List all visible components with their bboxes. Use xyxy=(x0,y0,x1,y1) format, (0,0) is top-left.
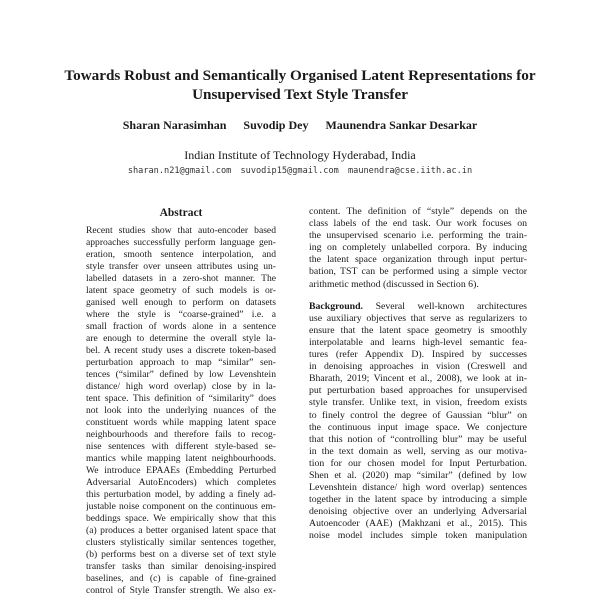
intro-line: arithmetic method (discussed in Section 6). xyxy=(309,278,479,290)
abstract-line: bel. A recent study uses a discrete token-based xyxy=(86,345,276,356)
abstract-line: justable noise component on the continuous em- xyxy=(86,501,276,512)
abstract-line: (a) produces a better organised latent space that xyxy=(86,525,276,536)
background-line: that this notion of “controlling blur” may be useful xyxy=(309,433,527,445)
abstract-line: approaches successfully perform language gen- xyxy=(86,237,276,248)
background-line: to finely control the degree of Gaussian “blur” on xyxy=(309,409,527,421)
affiliation: Indian Institute of Technology Hyderabad, India xyxy=(184,148,416,162)
background-line: ensure that the latent space geometry is smoothly xyxy=(309,324,527,336)
title-line-2: Unsupervised Text Style Transfer xyxy=(192,86,408,103)
abstract-line: baselines, and (c) is capable of fine-grained xyxy=(86,573,276,584)
background-line: noise model includes simple token manipulation xyxy=(309,530,527,542)
intro-paragraph xyxy=(309,206,527,291)
background-line: style transfer. Unlike text, in vision, freedom exists xyxy=(309,397,527,409)
background-line: tion for our chosen model for Input Perturbation. xyxy=(309,457,527,469)
abstract-line: neighbourhoods and therefore fails to recog- xyxy=(86,429,276,440)
abstract-line: are enough to determine the overall style la- xyxy=(86,333,276,344)
background-heading: Background. xyxy=(309,300,363,312)
abstract-line: constituent words while mapping latent space xyxy=(86,417,276,428)
intro-line: ing on completely unlabelled corpora. By inducing xyxy=(309,242,527,254)
intro-line: class labels of the end task. Our work focuses on xyxy=(309,218,527,230)
abstract-line: clusters stylistically similar sentences together, xyxy=(86,537,276,548)
background-line: in denoising approaches in vision (Creswell and xyxy=(309,361,527,373)
abstract-line: small fraction of words alone in a sentence xyxy=(86,321,276,332)
background-line: denoising objective over an underlying Adversarial xyxy=(309,506,527,518)
background-first-line xyxy=(309,301,527,313)
background-line: together in the latent space by introducing a simple xyxy=(309,494,527,506)
background-line: Autoencoder (AAE) (Makhzani et al., 2015). This xyxy=(309,518,527,530)
abstract-line: not look into the underlying nuances of the xyxy=(86,405,276,416)
author-1: Sharan Narasimhan xyxy=(122,118,227,132)
abstract-line: eration, smooth sentence interpolation, and xyxy=(86,249,276,260)
background-line: put perturbation based approaches for unsupervised xyxy=(309,385,527,397)
abstract-line: where the style is “coarse-grained” i.e. a xyxy=(86,309,276,320)
abstract-line: (b) performs best on a diverse set of text style xyxy=(86,549,276,560)
background-line: in the text domain as well, serving as our motiva- xyxy=(309,445,527,457)
author-list xyxy=(40,118,560,133)
abstract-line: transfer tasks than similar denoising-inspired xyxy=(86,561,276,572)
background-line: the continuous input image space. We conjecture xyxy=(309,421,527,433)
abstract-line: ganised well enough to perform on datasets xyxy=(86,297,276,308)
right-column xyxy=(309,206,527,543)
background-body xyxy=(309,313,527,543)
background-first-text: Several well-known architectures xyxy=(363,300,527,312)
abstract-heading: Abstract xyxy=(159,207,203,219)
email-1: sharan.n21@gmail.com xyxy=(127,166,232,176)
abstract-line: We introduce EPAAEs (Embedding Perturbed xyxy=(86,465,276,476)
abstract-line: nise sentences with different style-based se- xyxy=(86,441,276,452)
abstract-line: labelled datasets in a zero-shot manner. The xyxy=(86,273,276,284)
background-line: Levenshtein distance/ high word overlap) sentences xyxy=(309,482,527,494)
paper-title xyxy=(40,66,560,104)
intro-line: the latent space organization through input pertur- xyxy=(309,254,527,266)
abstract-line: this perturbation model, by adding a finely ad- xyxy=(86,489,276,500)
abstract-line: tences (“similar” defined by low Levenshtein xyxy=(86,369,276,380)
author-3: Maunendra Sankar Desarkar xyxy=(325,118,478,132)
abstract-line: perturbation approach to map “similar” sen- xyxy=(86,357,276,368)
abstract-line: mantics while mapping latent neighbourhoods. xyxy=(86,453,276,464)
background-line: Bharath, 2019; Vincent et al., 2008), we look at in- xyxy=(309,373,527,385)
intro-line: bation, TST can be performed using a simple vector xyxy=(309,266,527,278)
abstract-line: tent space. This definition of “similarity” does xyxy=(86,393,276,404)
email-list xyxy=(40,165,560,177)
intro-line: content. The definition of “style” depends on the xyxy=(309,206,527,217)
abstract-line: Recent studies show that auto-encoder based xyxy=(86,225,276,236)
abstract-line: latent space geometry of such models is or- xyxy=(86,285,276,296)
abstract-line: beddings space. We empirically show that this xyxy=(86,513,276,524)
email-3: maunendra@cse.iith.ac.in xyxy=(347,166,473,176)
intro-line: the unsupervised scenario i.e. performing the train- xyxy=(309,230,527,242)
email-2: suvodip15@gmail.com xyxy=(240,166,339,176)
title-line-1: Towards Robust and Semantically Organised Latent Representations for xyxy=(64,67,536,84)
background-line: use auxiliary objectives that serve as regularizers to xyxy=(309,312,527,324)
abstract-line: Adversarial AutoEncoders) which completes xyxy=(86,477,276,488)
background-paragraph xyxy=(309,301,527,543)
background-line: tures (refer Appendix D). Inspired by successes xyxy=(309,349,527,361)
abstract-line: style transfer over unseen attributes using un- xyxy=(86,261,276,272)
background-line: interpolatable and learns high-level semantic fea- xyxy=(309,336,527,348)
author-2: Suvodip Dey xyxy=(243,118,309,132)
abstract-body xyxy=(86,225,276,597)
background-line: Shen et al. (2020) map “similar” (defined by low xyxy=(309,469,527,481)
abstract-line: control of Style Transfer strength. We also ex- xyxy=(86,585,276,596)
abstract-line: distance/ high word overlap) close by in la- xyxy=(86,381,276,392)
